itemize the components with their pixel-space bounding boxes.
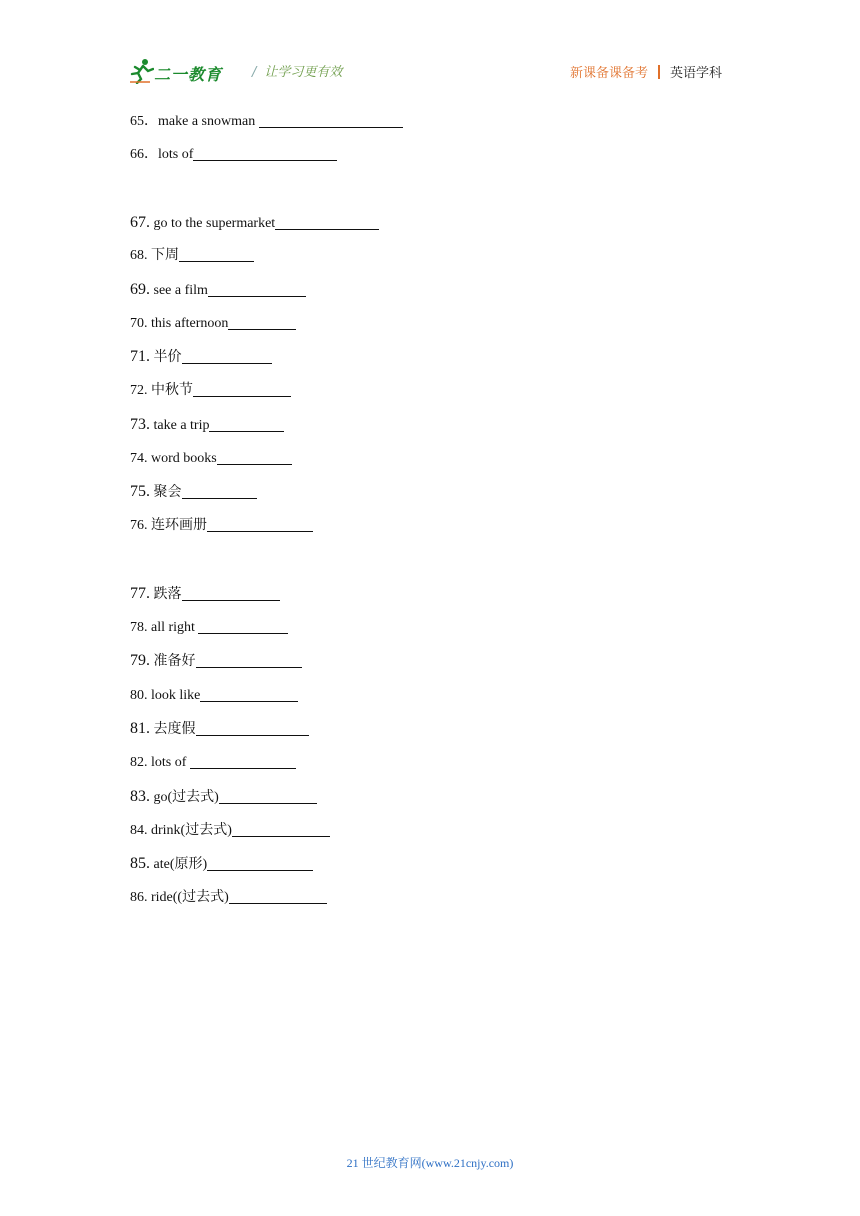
- item-number: 71.: [130, 348, 150, 365]
- exercise-item: [130, 347, 272, 368]
- answer-blank[interactable]: [198, 619, 288, 634]
- exercise-item: [130, 314, 296, 334]
- item-text: 中秋节: [147, 383, 193, 398]
- item-number: 75.: [130, 483, 150, 500]
- item-number: 67.: [130, 214, 150, 231]
- item-number: 70.: [130, 316, 148, 331]
- answer-blank[interactable]: [228, 315, 296, 330]
- item-number: 84.: [130, 823, 148, 838]
- header-course-info: [570, 62, 722, 81]
- item-number: 69.: [130, 281, 150, 298]
- item-number: 65．: [130, 114, 158, 129]
- exercise-item: [130, 821, 330, 841]
- item-text: 连环画册: [147, 518, 207, 533]
- item-text: make a snowman: [158, 114, 259, 129]
- item-number: 82.: [130, 755, 148, 770]
- exercise-item: [130, 651, 302, 672]
- exercise-item: [130, 618, 288, 638]
- item-text: 聚会: [150, 485, 182, 500]
- answer-blank[interactable]: [196, 721, 309, 736]
- answer-blank[interactable]: [182, 484, 257, 499]
- exercise-item: [130, 888, 327, 908]
- item-text: ate(原形): [150, 857, 208, 872]
- item-number: 80.: [130, 688, 148, 703]
- logo-text: 二一教育: [154, 65, 223, 84]
- exercise-item: [130, 482, 257, 503]
- exercise-item: [130, 145, 337, 165]
- item-text: drink(过去式): [147, 823, 232, 838]
- logo: [130, 58, 240, 86]
- answer-blank[interactable]: [229, 889, 327, 904]
- exercise-item: [130, 719, 309, 740]
- item-number: 83.: [130, 788, 150, 805]
- exercise-item: [130, 686, 298, 706]
- item-text: 跌落: [150, 587, 182, 602]
- answer-blank[interactable]: [259, 113, 403, 128]
- item-number: 74.: [130, 451, 148, 466]
- slogan-slash: /: [252, 65, 257, 80]
- subject-label: 英语学科: [669, 66, 722, 81]
- item-number: 86.: [130, 890, 148, 905]
- item-number: 85.: [130, 855, 150, 872]
- exercise-item: [130, 854, 313, 875]
- item-text: lots of: [158, 147, 194, 162]
- header-divider: [658, 65, 660, 79]
- answer-blank[interactable]: [217, 450, 292, 465]
- item-text: look like: [147, 688, 201, 703]
- runner-logo-icon: [130, 58, 154, 84]
- item-text: 下周: [147, 248, 179, 263]
- exercise-item: [130, 787, 317, 808]
- slogan: [252, 61, 342, 80]
- answer-blank[interactable]: [219, 789, 317, 804]
- item-number: 79.: [130, 652, 150, 669]
- exercise-item: [130, 246, 254, 266]
- page-footer[interactable]: 21 世纪教育网(www.21cnjy.com): [346, 1156, 514, 1170]
- exercise-item: [130, 381, 291, 401]
- item-number: 76.: [130, 518, 148, 533]
- item-number: 68.: [130, 248, 148, 263]
- item-text: 去度假: [150, 722, 196, 737]
- item-text: take a trip: [150, 418, 210, 433]
- answer-blank[interactable]: [179, 247, 254, 262]
- answer-blank[interactable]: [275, 215, 379, 230]
- exercise-item: [130, 516, 313, 536]
- item-number: 78.: [130, 620, 148, 635]
- answer-blank[interactable]: [207, 517, 313, 532]
- item-text: this afternoon: [147, 316, 229, 331]
- item-text: see a film: [150, 283, 208, 298]
- answer-blank[interactable]: [182, 349, 272, 364]
- item-text: go to the supermarket: [150, 216, 276, 231]
- item-text: word books: [147, 451, 217, 466]
- exercise-item: [130, 753, 296, 773]
- item-number: 73.: [130, 416, 150, 433]
- item-text: 半价: [150, 350, 182, 365]
- answer-blank[interactable]: [209, 417, 284, 432]
- answer-blank[interactable]: [196, 653, 302, 668]
- exercise-item: [130, 415, 284, 436]
- item-text: all right: [147, 620, 199, 635]
- exercise-item: [130, 584, 280, 605]
- answer-blank[interactable]: [193, 382, 291, 397]
- answer-blank[interactable]: [232, 822, 330, 837]
- item-number: 81.: [130, 720, 150, 737]
- item-text: lots of: [147, 755, 190, 770]
- answer-blank[interactable]: [200, 687, 298, 702]
- page-header: [130, 52, 730, 88]
- course-label: 新课备课备考: [569, 66, 648, 81]
- item-number: 66．: [130, 147, 158, 162]
- item-number: 77.: [130, 585, 150, 602]
- slogan-text: 让学习更有效: [264, 65, 343, 80]
- answer-blank[interactable]: [182, 586, 280, 601]
- exercise-item: [130, 449, 292, 469]
- item-number: 72.: [130, 383, 148, 398]
- answer-blank[interactable]: [193, 146, 337, 161]
- answer-blank[interactable]: [190, 754, 296, 769]
- answer-blank[interactable]: [208, 282, 306, 297]
- exercise-item: [130, 280, 306, 301]
- answer-blank[interactable]: [207, 856, 313, 871]
- item-text: go(过去式): [150, 790, 219, 805]
- item-text: ride((过去式): [147, 890, 229, 905]
- item-text: 准备好: [150, 654, 196, 669]
- exercise-item: [130, 112, 403, 132]
- exercise-item: [130, 213, 379, 234]
